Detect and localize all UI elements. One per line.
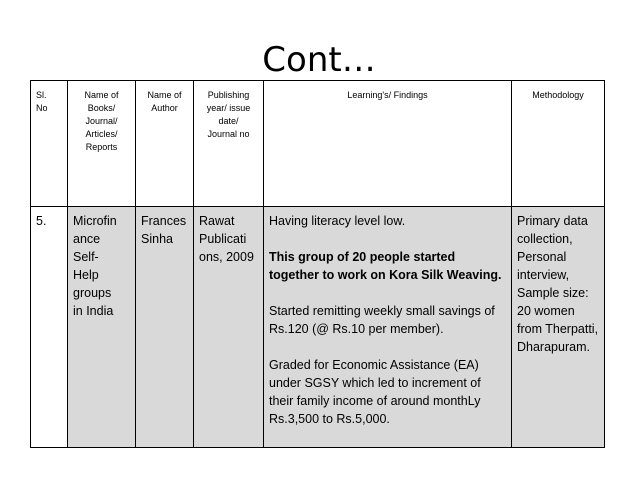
cell-book-name: Microfin ance Self- Help groups in India [68, 207, 136, 448]
header-sl-no: Sl. No [31, 81, 68, 207]
header-name-of-books: Name of Books/ Journal/ Articles/ Reports [68, 81, 136, 207]
header-name-of-author: Name of Author [136, 81, 194, 207]
cell-findings [264, 207, 512, 448]
cell-publishing: Rawat Publicati ons, 2009 [194, 207, 264, 448]
header-methodology: Methodology [512, 81, 605, 207]
slide-title: Cont… [262, 40, 376, 80]
finding-paragraph-4: Graded for Economic Assistance (EA) under SGSY which led to increment of their family income of around monthLy Rs.3,500 to Rs.5,000. [269, 358, 481, 426]
cell-sl-no: 5. [31, 207, 68, 448]
cell-author: Frances Sinha [136, 207, 194, 448]
literature-review-table [30, 80, 605, 448]
header-learnings-findings: Learning's/ Findings [264, 81, 512, 207]
header-publishing-year: Publishing year/ issue date/ Journal no [194, 81, 264, 207]
finding-paragraph-1: Having literacy level low. [269, 214, 406, 228]
table-row [31, 207, 605, 448]
table-header-row [31, 81, 605, 207]
cell-methodology: Primary data collection, Personal interview, Sample size: 20 women from Therpatti, Dharapuram. [512, 207, 605, 448]
finding-paragraph-2: This group of 20 people started together to work on Kora Silk Weaving. [269, 250, 502, 282]
finding-paragraph-3: Started remitting weekly small savings of Rs.120 (@ Rs.10 per member). [269, 304, 495, 336]
